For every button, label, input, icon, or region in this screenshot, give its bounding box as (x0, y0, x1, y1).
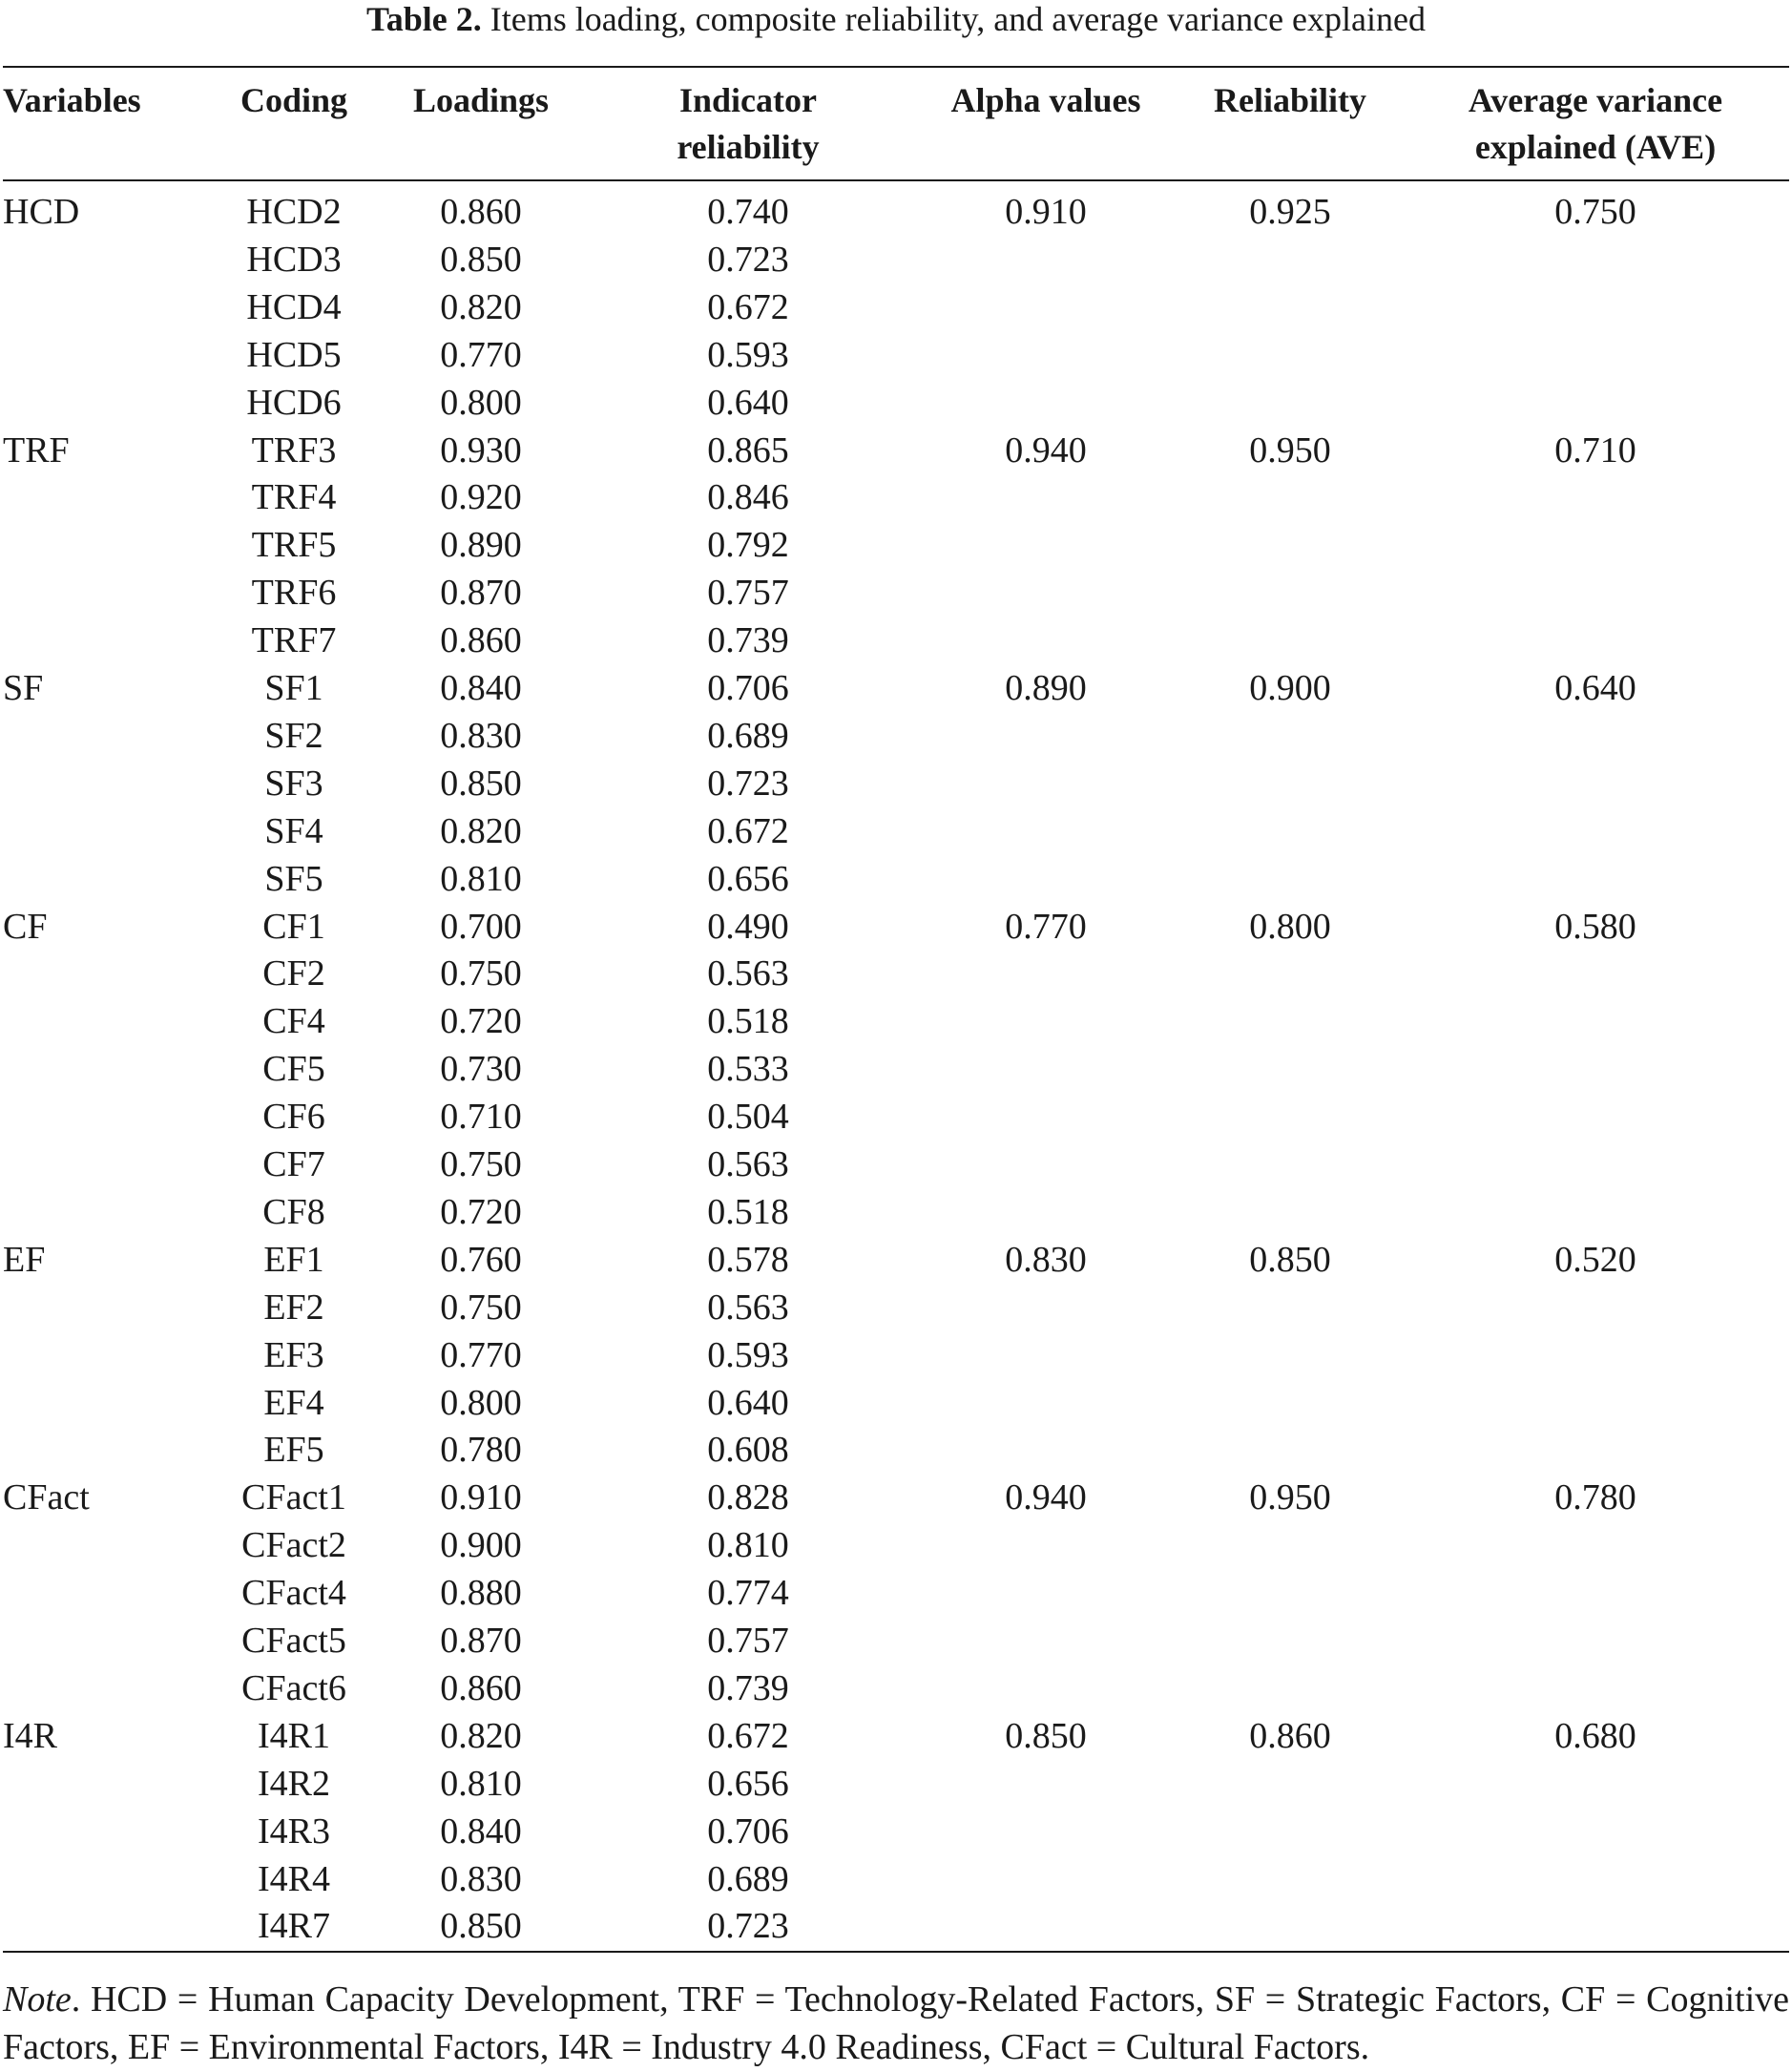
cell-indicator: 0.706 (707, 668, 789, 708)
cell-indicator: 0.757 (707, 573, 789, 614)
table-row (0, 1664, 1792, 1712)
table-row (0, 473, 1792, 521)
cell-loading: 0.850 (440, 763, 522, 804)
table-row (0, 1569, 1792, 1617)
cell-loading: 0.770 (440, 1334, 522, 1375)
cell-loading: 0.820 (440, 810, 522, 851)
cell-indicator: 0.533 (707, 1049, 789, 1090)
cell-loading: 0.760 (440, 1239, 522, 1280)
cell-indicator: 0.706 (707, 1810, 789, 1852)
header-loadings: Loadings (412, 81, 550, 119)
cell-indicator: 0.689 (707, 1858, 789, 1899)
cell-coding: I4R4 (258, 1858, 330, 1899)
cell-coding: CF4 (262, 1001, 325, 1042)
cell-loading: 0.710 (440, 1097, 522, 1138)
cell-alpha: 0.890 (1005, 668, 1087, 708)
cell-coding: EF5 (263, 1430, 324, 1471)
cell-coding: EF1 (263, 1239, 324, 1280)
cell-indicator: 0.640 (707, 1382, 789, 1423)
cell-loading: 0.860 (440, 192, 522, 232)
cell-indicator: 0.518 (707, 1191, 789, 1232)
table-row (0, 188, 1792, 236)
cell-variable: CFact (3, 1477, 90, 1518)
cell-indicator: 0.640 (707, 382, 789, 423)
cell-coding: I4R3 (258, 1810, 330, 1852)
cell-indicator: 0.757 (707, 1621, 789, 1661)
table-row (0, 997, 1792, 1045)
table-caption (0, 0, 1792, 38)
cell-indicator: 0.518 (707, 1001, 789, 1042)
cell-coding: CFact4 (241, 1573, 346, 1614)
cell-ave: 0.710 (1554, 429, 1636, 471)
cell-coding: CF8 (262, 1191, 325, 1232)
header-ave-line2: explained (AVE) (1474, 128, 1717, 166)
cell-coding: EF2 (263, 1287, 324, 1328)
cell-indicator: 0.774 (707, 1573, 789, 1614)
cell-reliability: 0.800 (1249, 906, 1331, 947)
table-row (0, 712, 1792, 760)
cell-coding: SF3 (264, 763, 323, 804)
cell-ave: 0.640 (1554, 668, 1636, 708)
cell-coding: TRF4 (251, 477, 337, 518)
cell-loading: 0.800 (440, 1382, 522, 1423)
cell-indicator: 0.593 (707, 334, 789, 375)
cell-coding: CFact5 (241, 1621, 346, 1661)
cell-coding: CF5 (262, 1049, 325, 1090)
cell-coding: TRF5 (251, 525, 337, 566)
table-row (0, 664, 1792, 712)
cell-loading: 0.720 (440, 1191, 522, 1232)
cell-loading: 0.810 (440, 1763, 522, 1804)
cell-indicator: 0.792 (707, 525, 789, 566)
cell-indicator: 0.608 (707, 1430, 789, 1471)
cell-loading: 0.890 (440, 525, 522, 566)
table-row (0, 1617, 1792, 1664)
bottom-rule (3, 1951, 1789, 1953)
table-note (3, 1976, 1789, 2071)
table-row (0, 236, 1792, 283)
cell-coding: I4R7 (258, 1906, 330, 1947)
cell-alpha: 0.910 (1005, 192, 1087, 232)
cell-loading: 0.800 (440, 382, 522, 423)
cell-ave: 0.520 (1554, 1239, 1636, 1280)
cell-loading: 0.840 (440, 1810, 522, 1852)
cell-indicator: 0.723 (707, 763, 789, 804)
table-row (0, 1379, 1792, 1427)
table-row (0, 1141, 1792, 1188)
cell-loading: 0.920 (440, 477, 522, 518)
cell-coding: HCD5 (246, 334, 342, 375)
header-variables: Variables (3, 81, 141, 119)
cell-coding: HCD6 (246, 382, 342, 423)
cell-indicator: 0.739 (707, 1667, 789, 1708)
cell-indicator: 0.563 (707, 953, 789, 994)
cell-coding: CF1 (262, 906, 325, 947)
cell-variable: SF (3, 668, 44, 708)
table-row (0, 1760, 1792, 1808)
cell-loading: 0.830 (440, 1858, 522, 1899)
cell-coding: HCD4 (246, 286, 342, 327)
cell-loading: 0.870 (440, 1621, 522, 1661)
cell-loading: 0.780 (440, 1430, 522, 1471)
cell-reliability: 0.950 (1249, 429, 1331, 471)
header-ave (1424, 77, 1767, 171)
cell-indicator: 0.828 (707, 1477, 789, 1518)
cell-indicator: 0.563 (707, 1287, 789, 1328)
table-row (0, 427, 1792, 474)
cell-loading: 0.820 (440, 1715, 522, 1756)
cell-coding: EF4 (263, 1382, 324, 1423)
cell-indicator: 0.723 (707, 1906, 789, 1947)
cell-reliability: 0.900 (1249, 668, 1331, 708)
table-row (0, 1855, 1792, 1903)
table-row (0, 1712, 1792, 1760)
cell-indicator: 0.689 (707, 715, 789, 756)
cell-coding: TRF7 (251, 620, 337, 661)
header-reliability: Reliability (1214, 81, 1366, 119)
cell-loading: 0.860 (440, 620, 522, 661)
cell-coding: EF3 (263, 1334, 324, 1375)
cell-loading: 0.810 (440, 858, 522, 899)
table-row (0, 569, 1792, 617)
cell-alpha: 0.940 (1005, 429, 1087, 471)
cell-coding: CF2 (262, 953, 325, 994)
cell-indicator: 0.656 (707, 858, 789, 899)
cell-coding: CF6 (262, 1097, 325, 1138)
cell-loading: 0.700 (440, 906, 522, 947)
cell-indicator: 0.672 (707, 810, 789, 851)
cell-coding: HCD2 (246, 192, 342, 232)
table-row (0, 1808, 1792, 1855)
cell-loading: 0.930 (440, 429, 522, 471)
cell-indicator: 0.672 (707, 1715, 789, 1756)
cell-alpha: 0.770 (1005, 906, 1087, 947)
cell-loading: 0.850 (440, 239, 522, 280)
cell-loading: 0.720 (440, 1001, 522, 1042)
cell-loading: 0.840 (440, 668, 522, 708)
cell-ave: 0.780 (1554, 1477, 1636, 1518)
cell-variable: I4R (3, 1715, 57, 1756)
header-indicator-reliability (615, 77, 882, 171)
cell-loading: 0.910 (440, 1477, 522, 1518)
cell-coding: HCD3 (246, 239, 342, 280)
cell-alpha: 0.940 (1005, 1477, 1087, 1518)
cell-reliability: 0.925 (1249, 192, 1331, 232)
table-row (0, 1902, 1792, 1950)
table-row (0, 1426, 1792, 1474)
note-label: Note (3, 1979, 72, 2020)
cell-reliability: 0.860 (1249, 1715, 1331, 1756)
table-row (0, 283, 1792, 331)
cell-coding: SF4 (264, 810, 323, 851)
cell-loading: 0.750 (440, 953, 522, 994)
cell-indicator: 0.490 (707, 906, 789, 947)
table-row (0, 1331, 1792, 1379)
cell-loading: 0.750 (440, 1144, 522, 1184)
cell-coding: SF5 (264, 858, 323, 899)
cell-coding: CF7 (262, 1144, 325, 1184)
cell-reliability: 0.950 (1249, 1477, 1331, 1518)
cell-indicator: 0.593 (707, 1334, 789, 1375)
table-row (0, 807, 1792, 855)
table-row (0, 1236, 1792, 1284)
cell-loading: 0.750 (440, 1287, 522, 1328)
cell-loading: 0.830 (440, 715, 522, 756)
header-alpha-values: Alpha values (950, 81, 1141, 119)
header-coding: Coding (240, 81, 348, 119)
cell-loading: 0.870 (440, 573, 522, 614)
header-rule (3, 179, 1789, 181)
table-row (0, 521, 1792, 569)
cell-indicator: 0.672 (707, 286, 789, 327)
cell-loading: 0.770 (440, 334, 522, 375)
cell-coding: SF1 (264, 668, 323, 708)
table-row (0, 950, 1792, 997)
table-row (0, 1188, 1792, 1236)
cell-variable: HCD (3, 192, 80, 232)
table-row (0, 331, 1792, 379)
cell-coding: CFact1 (241, 1477, 346, 1518)
cell-coding: CFact2 (241, 1525, 346, 1566)
cell-indicator: 0.656 (707, 1763, 789, 1804)
top-rule (3, 66, 1789, 68)
cell-loading: 0.730 (440, 1049, 522, 1090)
table-row (0, 1284, 1792, 1331)
table-caption-label: Table 2. (366, 0, 482, 38)
table-row (0, 1521, 1792, 1569)
cell-indicator: 0.723 (707, 239, 789, 280)
cell-alpha: 0.830 (1005, 1239, 1087, 1280)
cell-variable: CF (3, 906, 48, 947)
table-row (0, 379, 1792, 427)
cell-indicator: 0.563 (707, 1144, 789, 1184)
cell-coding: I4R2 (258, 1763, 330, 1804)
header-ave-line1: Average variance (1468, 81, 1723, 119)
cell-indicator: 0.504 (707, 1097, 789, 1138)
cell-indicator: 0.865 (707, 429, 789, 471)
cell-loading: 0.860 (440, 1667, 522, 1708)
table-caption-title: Items loading, composite reliability, and average variance explained (490, 0, 1426, 38)
cell-indicator: 0.846 (707, 477, 789, 518)
cell-coding: TRF3 (251, 429, 337, 471)
table-row (0, 617, 1792, 664)
cell-coding: I4R1 (258, 1715, 330, 1756)
cell-loading: 0.880 (440, 1573, 522, 1614)
cell-coding: CFact6 (241, 1667, 346, 1708)
cell-ave: 0.750 (1554, 192, 1636, 232)
cell-indicator: 0.740 (707, 192, 789, 232)
cell-loading: 0.900 (440, 1525, 522, 1566)
cell-variable: EF (3, 1239, 46, 1280)
cell-loading: 0.850 (440, 1906, 522, 1947)
cell-indicator: 0.739 (707, 620, 789, 661)
cell-alpha: 0.850 (1005, 1715, 1087, 1756)
cell-loading: 0.820 (440, 286, 522, 327)
cell-coding: TRF6 (251, 573, 337, 614)
header-indicator-line1: Indicator (679, 81, 817, 119)
cell-ave: 0.680 (1554, 1715, 1636, 1756)
cell-coding: SF2 (264, 715, 323, 756)
cell-indicator: 0.578 (707, 1239, 789, 1280)
cell-reliability: 0.850 (1249, 1239, 1331, 1280)
table-row (0, 1045, 1792, 1093)
cell-indicator: 0.810 (707, 1525, 789, 1566)
table-row (0, 903, 1792, 951)
cell-ave: 0.580 (1554, 906, 1636, 947)
cell-variable: TRF (3, 429, 70, 471)
table-row (0, 855, 1792, 903)
table-row (0, 1474, 1792, 1521)
table-row (0, 1093, 1792, 1141)
table-row (0, 760, 1792, 807)
note-text: . HCD = Human Capacity Development, TRF = Technology-Related Factors, SF = Strategic Factors, CF = Cognitive Factors, EF = Environmental Factors, I4R = Industry 4.0 Readiness, CFact = Cultural Factors. (3, 1979, 1789, 2067)
header-indicator-line2: reliability (677, 128, 820, 166)
